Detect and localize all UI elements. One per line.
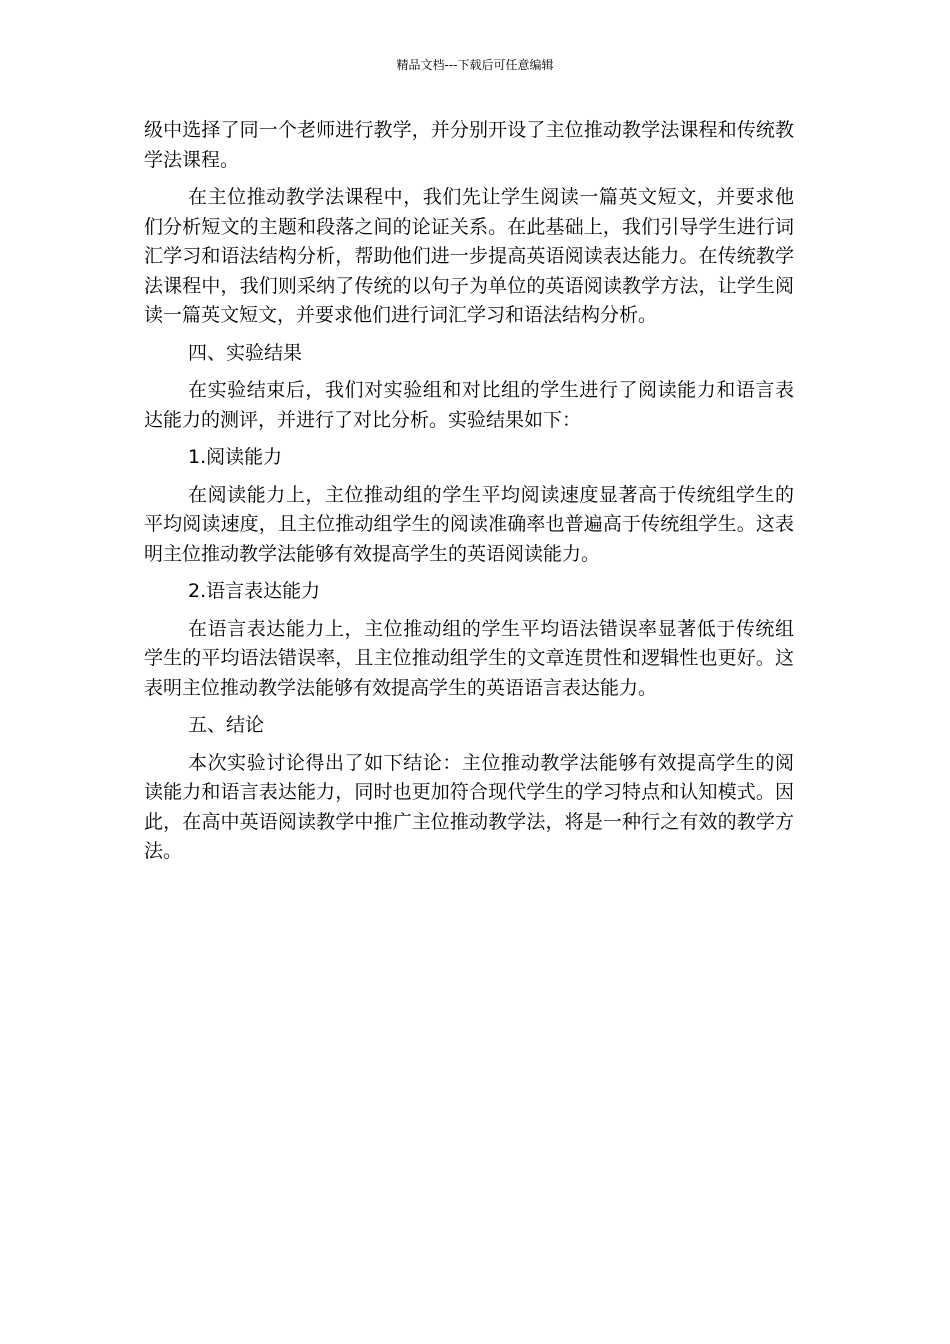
paragraph-continuation: 级中选择了同一个老师进行教学，并分别开设了主位推动教学法课程和传统教学法课程。 xyxy=(144,119,794,171)
paragraph-language-expression: 在语言表达能力上，主位推动组的学生平均语法错误率显著低于传统组学生的平均语法错误率，且主位推动组学生的文章连贯性和逻辑性也更好。这表明主位推动教学法能够有效提高学生的英语语言表达能力。 xyxy=(144,617,794,699)
paragraph-reading-ability: 在阅读能力上，主位推动组的学生平均阅读速度显著高于传统组学生的平均阅读速度，且主位推动组学生的阅读准确率也普遍高于传统组学生。这表明主位推动教学法能够有效提高学生的英语阅读能力。 xyxy=(144,483,794,565)
section-heading-conclusion: 五、结论 xyxy=(188,714,265,736)
paragraph-results-intro: 在实验结束后，我们对实验组和对比组的学生进行了阅读能力和语言表达能力的测评，并进行了对比分析。实验结果如下： xyxy=(144,379,794,431)
subheading-language-expression: 2.语言表达能力 xyxy=(188,580,321,602)
paragraph-course-design: 在主位推动教学法课程中，我们先让学生阅读一篇英文短文，并要求他们分析短文的主题和段落之间的论证关系。在此基础上，我们引导学生进行词汇学习和语法结构分析，帮助他们进一步提高英语阅读表达能力。在传统教学法课程中，我们则采纳了传统的以句子为单位的英语阅读教学方法，让学生阅读一篇英文短文，并要求他们进行词汇学习和语法结构分析。 xyxy=(144,186,794,326)
document-body xyxy=(144,116,794,875)
page-header: 精品文档---下载后可任意编辑 xyxy=(396,58,554,72)
section-heading-results: 四、实验结果 xyxy=(188,341,303,364)
subheading-reading-ability: 1.阅读能力 xyxy=(188,446,283,468)
paragraph-conclusion: 本次实验讨论得出了如下结论：主位推动教学法能够有效提高学生的阅读能力和语言表达能力，同时也更加符合现代学生的学习特点和认知模式。因此，在高中英语阅读教学中推广主位推动教学法，将是一种行之有效的教学方法。 xyxy=(144,751,794,862)
